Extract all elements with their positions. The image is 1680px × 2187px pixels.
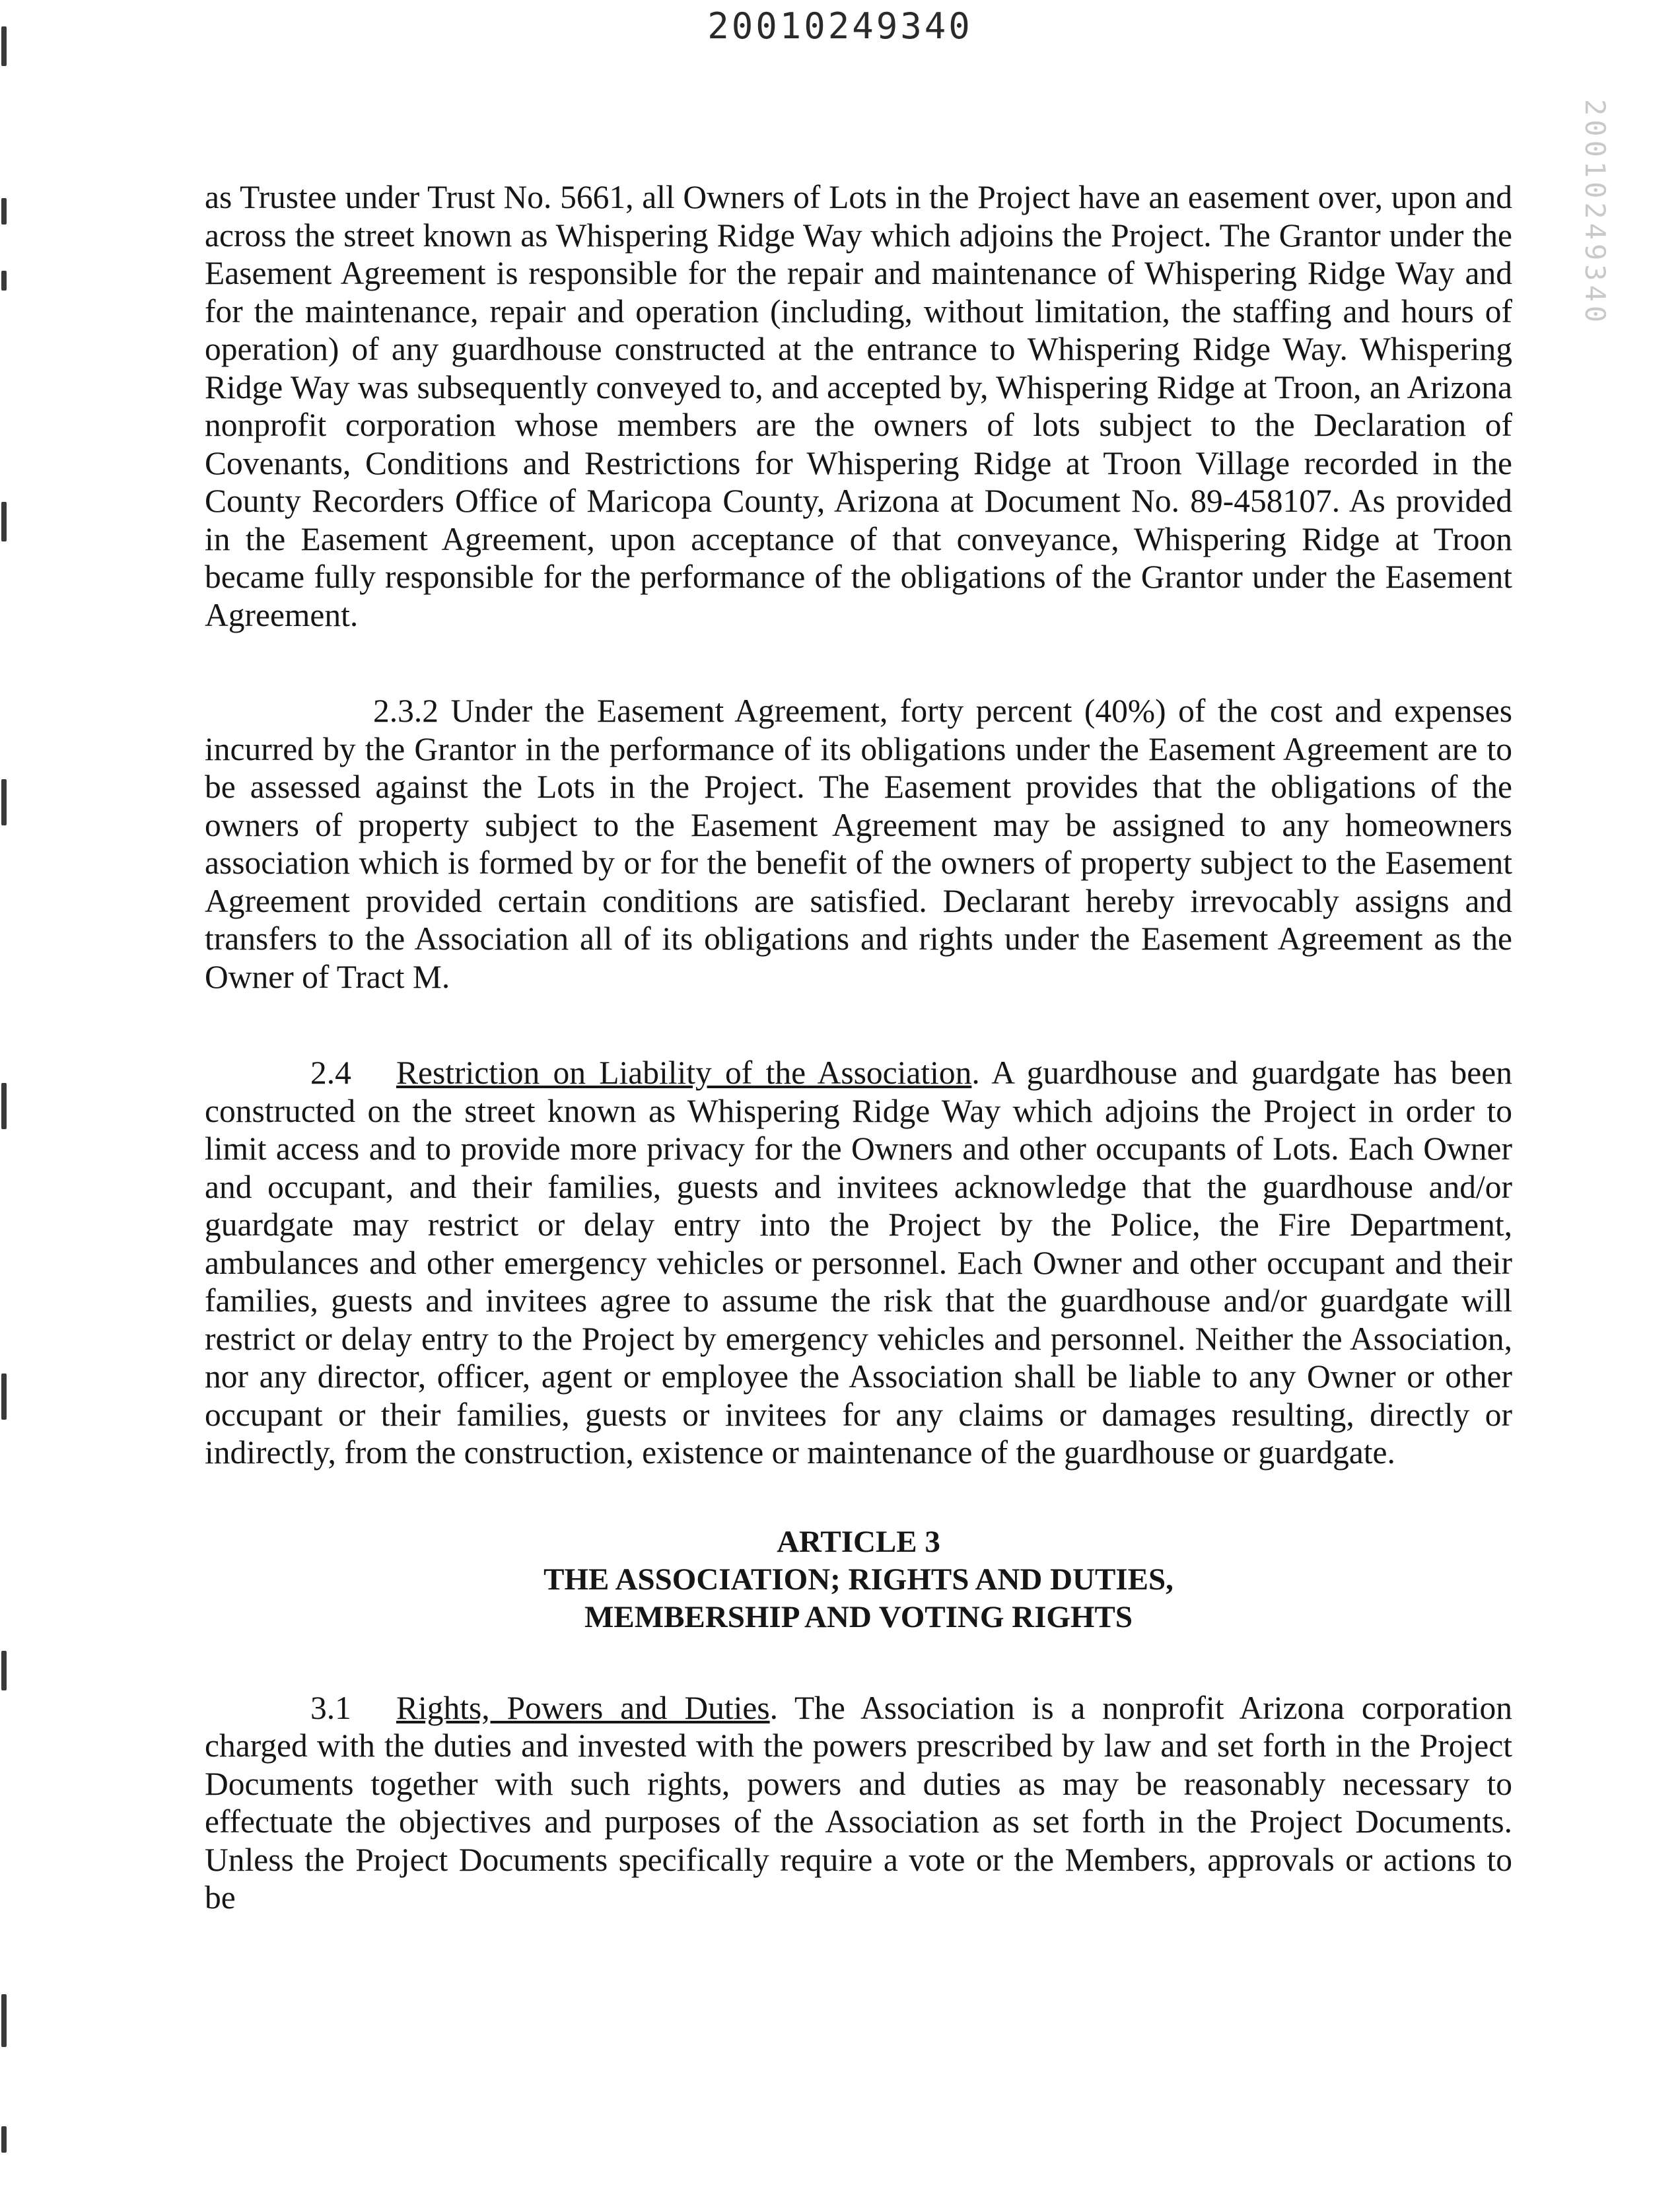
section-title: Restriction on Liability of the Association [396,1055,972,1091]
section-text: . The Association is a nonprofit Arizona corporation charged with the duties and invested with the powers prescribed by law and set forth in the Project Documents together with such rights, powers and duties as may be reasonably necessary to effectuate the objectives and purposes of the Association as set forth in the Project Documents. Unless the Project Documents specifically require a vote or the Members, approvals or actions to be [205,1689,1512,1916]
article-heading [205,1523,1512,1636]
section-2-4 [205,1054,1512,1472]
scan-edge-marks [0,0,15,2187]
side-stamp: 20010249340 [1579,99,1611,327]
document-body [205,178,1512,1917]
section-3-1 [205,1689,1512,1917]
section-number: 3.1 [310,1689,351,1726]
paragraph-easement-continued: as Trustee under Trust No. 5661, all Owners of Lots in the Project have an easement over, upon and across the street known as Whispering Ridge Way which adjoins the Project. The Grantor under the Easement Agreement is responsible for the repair and maintenance of Whispering Ridge Way and for the maintenance, repair and operation (including, without limitation, the staffing and hours of operation) of any guardhouse constructed at the entrance to Whispering Ridge Way. Whispering Ridge Way was subsequently conveyed to, and accepted by, Whispering Ridge at Troon, an Arizona nonprofit corporation whose members are the owners of lots subject to the Declaration of Covenants, Conditions and Restrictions for Whispering Ridge at Troon Village recorded in the County Recorders Office of Maricopa County, Arizona at Document No. 89-458107. As provided in the Easement Agreement, upon acceptance of that conveyance, Whispering Ridge at Troon became fully responsible for the performance of the obligations of the Grantor under the Easement Agreement. [205,179,1512,633]
article-number: ARTICLE 3 [777,1524,940,1559]
paragraph-2-3-2: 2.3.2 Under the Easement Agreement, forty percent (40%) of the cost and expenses incurred by the Grantor in the performance of its obligations under the Easement Agreement are to be assessed against the Lots in the Project. The Easement provides that the obligations of the owners of property subject to the Easement Agreement may be assigned to any homeowners association which is formed by or for the benefit of the owners of property subject to the Easement Agreement provided certain conditions are satisfied. Declarant hereby irrevocably assigns and transfers to the Association all of its obligations and rights under the Easement Agreement as the Owner of Tract M. [205,693,1512,995]
document-number: 20010249340 [707,5,973,47]
section-title: Rights, Powers and Duties [396,1689,770,1726]
article-title-line-2: MEMBERSHIP AND VOTING RIGHTS [584,1599,1133,1634]
article-title-line-1: THE ASSOCIATION; RIGHTS AND DUTIES, [543,1562,1173,1597]
section-number: 2.4 [310,1055,351,1091]
section-text: . A guardhouse and guardgate has been constructed on the street known as Whispering Ridge Way which adjoins the Project in order to limit access and to provide more privacy for the Owners and other occupants of Lots. Each Owner and occupant, and their families, guests and invitees acknowledge that the guardhouse and/or guardgate may restrict or delay entry into the Project by the Police, the Fire Department, ambulances and other emergency vehicles or personnel. Each Owner and other occupant and their families, guests and invitees agree to assume the risk that the guardhouse and/or guardgate will restrict or delay entry to the Project by emergency vehicles and personnel. Neither the Association, nor any director, officer, agent or employee the Association shall be liable to any Owner or other occupant or their families, guests or invitees for any claims or damages resulting, directly or indirectly, from the construction, existence or maintenance of the guardhouse or guardgate. [205,1055,1512,1471]
